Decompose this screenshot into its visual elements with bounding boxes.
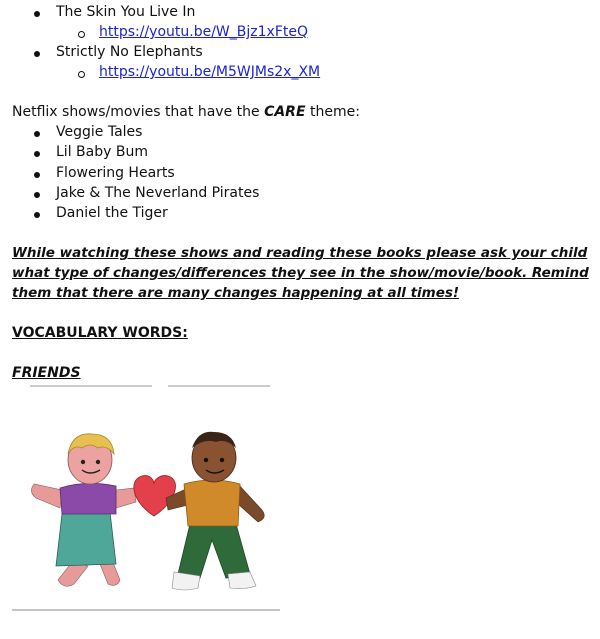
list-bullet [34, 11, 40, 17]
instruction-line: them that there are many changes happening at all times! [12, 285, 460, 301]
book-title: Strictly No Elephants [56, 44, 203, 60]
show-item: Daniel the Tiger [56, 205, 168, 221]
instruction-line: While watching these shows and reading these books please ask your child [12, 245, 588, 261]
show-item: Flowering Hearts [56, 165, 175, 181]
list-bullet [34, 151, 40, 157]
list-bullet [34, 172, 40, 178]
boy-doll [166, 432, 264, 590]
netflix-intro [12, 104, 360, 120]
intro-text: theme: [305, 104, 360, 120]
vocab-word: FRIENDS [12, 365, 81, 381]
intro-text: Netflix shows/movies that have the [12, 104, 265, 120]
list-bullet [34, 192, 40, 198]
show-item: Veggie Tales [56, 124, 143, 140]
list-bullet [34, 131, 40, 137]
sub-bullet [78, 71, 85, 78]
book-title: The Skin You Live In [56, 4, 196, 20]
video-link[interactable]: https://youtu.be/M5WJMs2x_XM [99, 64, 321, 80]
care-keyword: CARE [264, 104, 306, 120]
show-item: Lil Baby Bum [56, 144, 148, 160]
instruction-line: what type of changes/differences they see in the show/movie/book. Remind [12, 265, 589, 281]
girl-doll [31, 434, 136, 586]
friends-illustration [12, 384, 282, 614]
list-bullet [34, 51, 40, 57]
video-link[interactable]: https://youtu.be/W_Bjz1xFteQ [99, 24, 308, 40]
list-bullet [34, 212, 40, 218]
vocabulary-heading: VOCABULARY WORDS: [12, 325, 188, 341]
sub-bullet [78, 31, 85, 38]
show-item: Jake & The Neverland Pirates [56, 185, 260, 201]
